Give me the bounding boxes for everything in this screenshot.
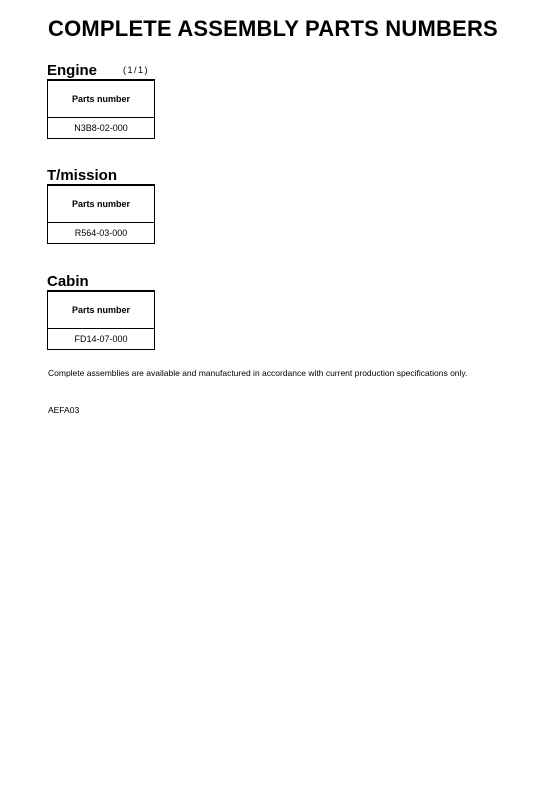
parts-table-engine: [47, 80, 155, 139]
section-title-transmission: T/mission: [47, 167, 118, 184]
part-number-transmission: R564-03-000: [74, 228, 128, 238]
section-title-engine: Engine: [47, 62, 98, 79]
page-title: COMPLETE ASSEMBLY PARTS NUMBERS: [48, 16, 498, 41]
section-cabin: [47, 274, 155, 350]
section-header: [47, 168, 155, 184]
page-counter: (1/1): [123, 65, 150, 75]
parts-number-header: Parts number: [48, 291, 154, 329]
parts-number-header: Parts number: [48, 80, 154, 118]
section-header: [47, 274, 155, 290]
section-header: [47, 63, 155, 79]
parts-number-header: Parts number: [48, 185, 154, 223]
parts-table-transmission: [47, 185, 155, 244]
part-number-engine: N3B8-02-000: [74, 123, 128, 133]
parts-table-cabin: [47, 291, 155, 350]
document-code: AEFA03: [48, 405, 80, 415]
section-transmission: [47, 168, 155, 244]
section-engine: [47, 63, 155, 139]
part-number-cabin: FD14-07-000: [74, 334, 128, 344]
section-title-cabin: Cabin: [47, 273, 89, 290]
availability-note: Complete assemblies are available and manufactured in accordance with current production specifications only.: [48, 368, 468, 378]
